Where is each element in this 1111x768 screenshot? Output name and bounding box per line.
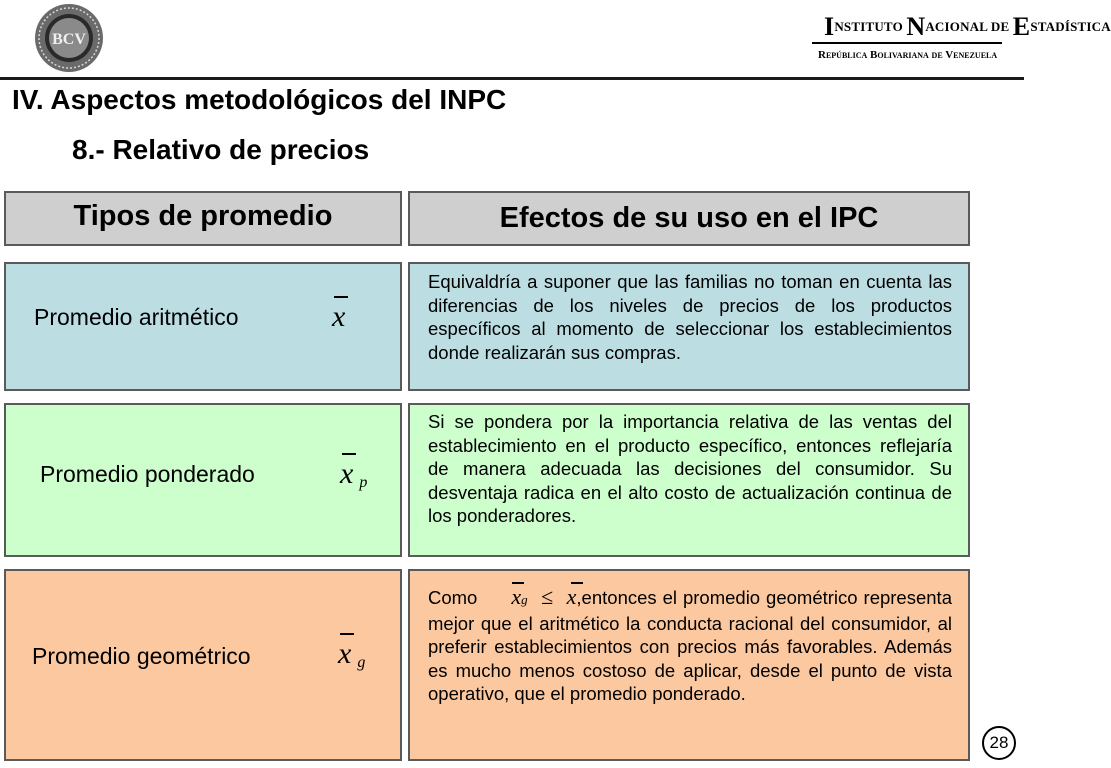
row-geometric-type-cell — [4, 569, 402, 761]
row-geometric-effect-cell — [408, 569, 970, 761]
table-header-types — [4, 191, 402, 246]
ine-country-name: República Bolivariana de Venezuela — [818, 49, 998, 61]
slide-title: IV. Aspectos metodológicos del INPC — [12, 84, 507, 115]
ine-logo-rule — [812, 42, 1002, 44]
description-weighted: Si se pondera por la importancia relativa de las ventas del establecimiento en el producto específico, entonces reflejaría de manera adecuada las decisiones del consumidor. Su desventaja radica en el alto costo de actualización continua de los ponderadores. — [428, 411, 952, 526]
header-effects-label: Efectos de su uso en el IPC — [499, 202, 879, 234]
formula-geometric-inequality: xg ≤ x — [511, 585, 576, 612]
header-types-label: Tipos de promedio — [73, 200, 333, 232]
ine-logo — [812, 6, 1111, 68]
description-geometric — [428, 585, 952, 706]
description-arithmetic: Equivaldría a suponer que las familias no toman en cuenta las diferencias de los niveles de precios de los productos específicos al momento de seleccionar los establecimientos donde realizarán sus compras. — [428, 271, 952, 363]
symbol-x-bar: x — [332, 300, 345, 334]
symbol-x-bar-p: xp — [340, 457, 367, 491]
bcv-seal-logo — [26, 2, 112, 74]
bcv-logo-text: BCV — [52, 31, 86, 48]
row-arithmetic-effect-cell — [408, 262, 970, 391]
description-geometric-text: ,entonces el promedio geométrico representa mejor que el aritmético la conducta racional del consumidor, al preferir establecimientos con precios más favorables. Además es mucho menos costoso de aplicar, desde el punto de vista operativo, que el promedio ponderado. — [428, 587, 952, 704]
row-arithmetic-type-cell — [4, 262, 402, 391]
header-divider — [0, 77, 1024, 80]
symbol-x-bar-g: xg — [338, 637, 365, 671]
slide-subtitle: 8.- Relativo de precios — [72, 134, 370, 165]
label-arithmetic: Promedio aritmético — [34, 304, 239, 330]
row-weighted-type-cell — [4, 403, 402, 557]
description-geometric-prefix: Como — [428, 587, 484, 608]
label-geometric: Promedio geométrico — [32, 643, 251, 669]
row-weighted-effect-cell — [408, 403, 970, 557]
ine-institution-name: INSTITUTO NACIONAL DE ESTADÍSTICA — [824, 12, 1111, 41]
label-weighted: Promedio ponderado — [40, 461, 255, 487]
table-header-effects — [408, 191, 970, 246]
page-number-badge: 28 — [982, 726, 1016, 760]
